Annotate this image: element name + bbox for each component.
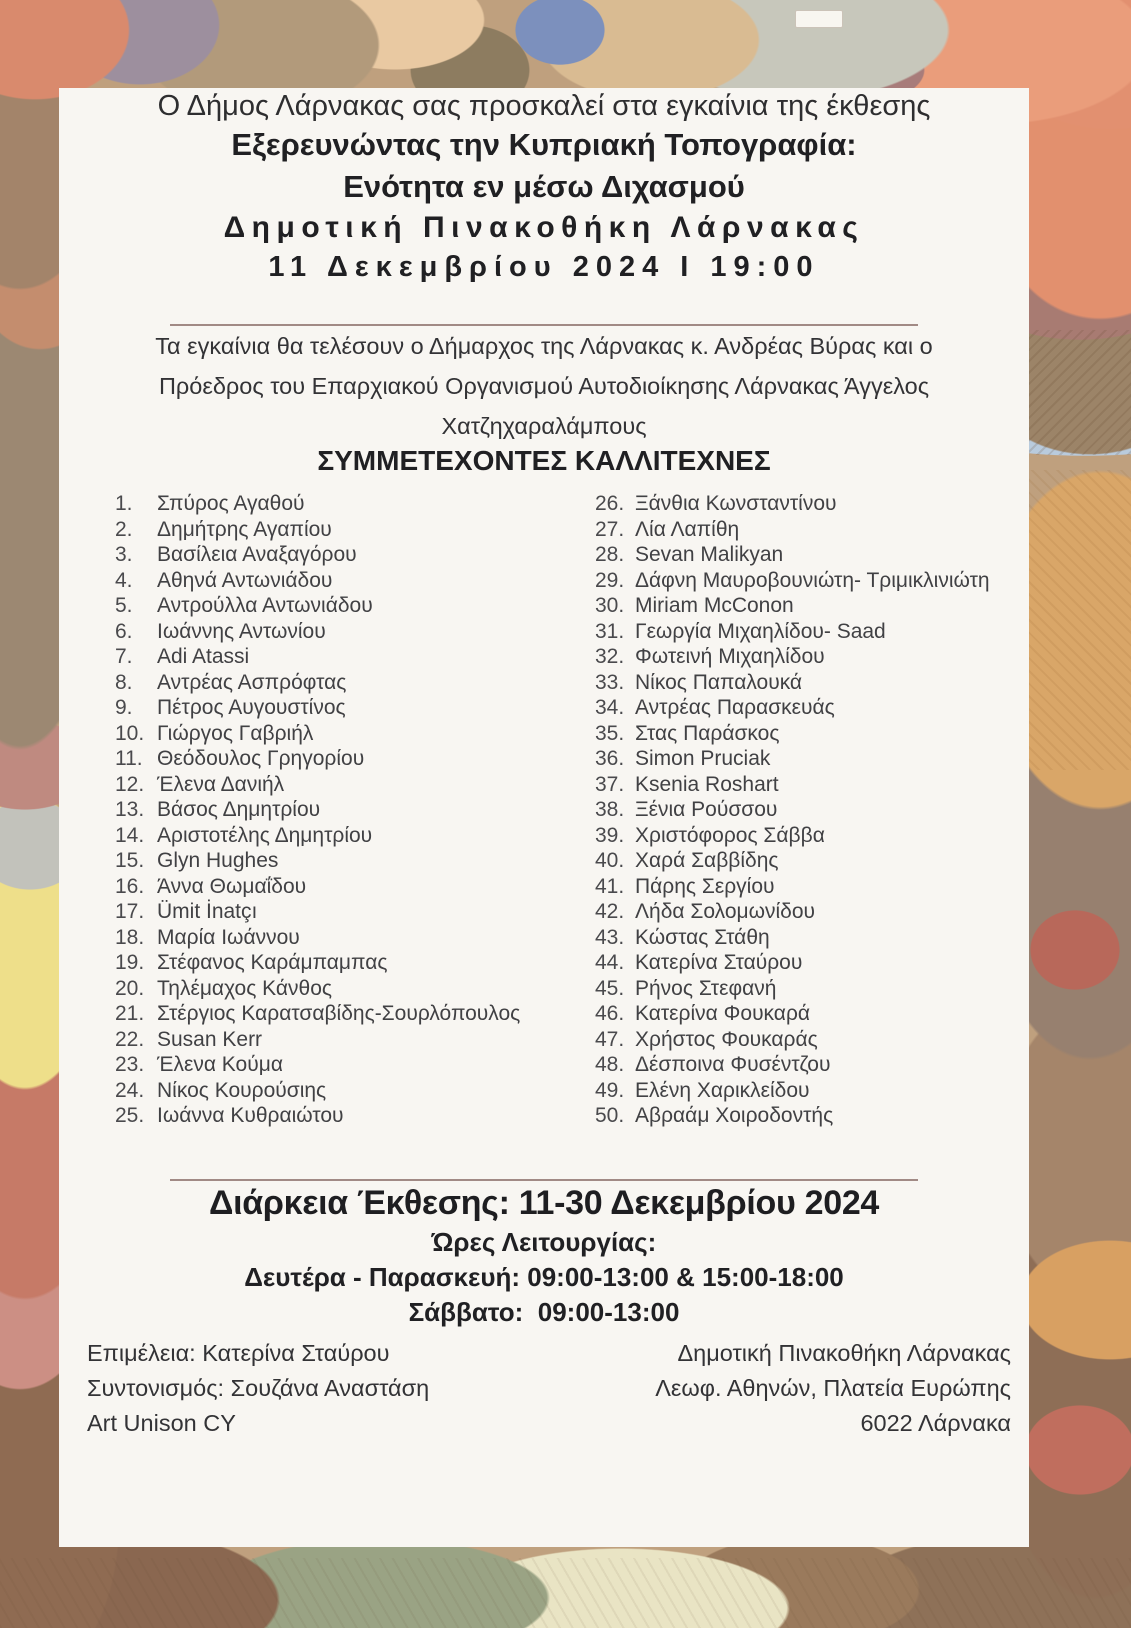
artist-number: 36.	[595, 747, 625, 770]
list-item	[595, 874, 1029, 900]
title-line-2: Ενότητα εν μέσω Διχασμού	[343, 169, 745, 204]
gallery-name-line: Δημοτική Πινακοθήκη Λάρνακας	[677, 1339, 1011, 1366]
map-hatch-pattern	[1025, 330, 1131, 455]
list-item	[115, 542, 595, 568]
artist-name: Χαρά Σαββίδης	[635, 849, 779, 872]
list-item	[115, 1078, 595, 1104]
list-item	[595, 1027, 1029, 1053]
artist-number: 9.	[115, 696, 133, 719]
street-line: Λεωφ. Αθηνών, Πλατεία Ευρώπης	[655, 1374, 1011, 1401]
artist-name: Αντρέας Ασπρόφτας	[157, 670, 347, 694]
list-item	[595, 797, 1029, 823]
artist-number: 2.	[115, 517, 133, 541]
artist-name: Λία Λαπίθη	[635, 517, 740, 541]
list-item	[115, 746, 595, 772]
artist-number: 29.	[595, 568, 625, 592]
list-item	[595, 899, 1029, 925]
list-item	[595, 593, 1029, 619]
list-item	[595, 670, 1029, 696]
artist-number: 11.	[115, 747, 143, 770]
officials-line-1: Τα εγκαίνια θα τελέσουν ο Δήμαρχος της Λάρνακας κ. Ανδρέας Βύρας και ο	[155, 333, 933, 359]
artist-name: Αθηνά Αντωνιάδου	[157, 568, 333, 592]
artist-number: 35.	[595, 721, 625, 745]
artist-name: Λήδα Σολομωνίδου	[635, 900, 816, 923]
list-item	[115, 1027, 595, 1053]
artist-number: 42.	[595, 900, 625, 923]
artist-name: Θεόδουλος Γρηγορίου	[157, 747, 365, 770]
artist-name: Αντρούλλα Αντωνιάδου	[157, 594, 373, 617]
artist-number: 4.	[115, 568, 133, 592]
list-item	[115, 925, 595, 951]
artist-number: 50.	[595, 1104, 625, 1127]
artist-name: Susan Kerr	[157, 1027, 263, 1051]
artist-number: 49.	[595, 1078, 625, 1102]
map-hatch-pattern	[1025, 470, 1131, 770]
list-item	[115, 670, 595, 696]
opening-hours-label: Ώρες Λειτουργίας:	[431, 1226, 657, 1257]
artists-list	[59, 491, 1029, 1129]
artist-number: 20.	[115, 976, 145, 1000]
artist-name: Νίκος Παπαλουκά	[635, 670, 803, 694]
footer-credits	[87, 1336, 429, 1441]
list-item	[595, 695, 1029, 721]
event-datetime: 11 Δεκεμβρίου 2024 Ι 19:00	[268, 251, 820, 283]
map-hatch-pattern	[0, 1558, 1131, 1628]
opening-hours-weekdays: Δευτέρα - Παρασκευή: 09:00-13:00 & 15:00-18:00	[244, 1261, 844, 1292]
artist-number: 48.	[595, 1053, 625, 1076]
artist-name: Γιώργος Γαβριήλ	[157, 721, 314, 745]
footer	[59, 1336, 1029, 1441]
artist-name: Στας Παράσκος	[635, 721, 780, 745]
list-item	[115, 644, 595, 670]
artist-number: 17.	[115, 900, 145, 923]
artist-number: 10.	[115, 721, 145, 745]
list-item	[115, 950, 595, 976]
artist-number: 33.	[595, 670, 625, 694]
venue-name: Δημοτική Πινακοθήκη Λάρνακας	[223, 211, 865, 244]
artist-name: Έλενα Κούμα	[157, 1053, 283, 1076]
list-item	[595, 721, 1029, 747]
artist-name: Κώστας Στάθη	[635, 925, 770, 949]
artist-number: 14.	[115, 823, 145, 847]
artist-name: Simon Pruciak	[635, 747, 771, 770]
artist-number: 8.	[115, 670, 133, 694]
map-label-box	[795, 10, 843, 28]
officials-paragraph	[59, 326, 1029, 446]
artist-number: 5.	[115, 594, 133, 617]
artist-number: 21.	[115, 1002, 145, 1025]
artists-heading: ΣΥΜΜΕΤΕΧΟΝΤΕΣ ΚΑΛΛΙΤΕΧΝΕΣ	[317, 445, 771, 476]
artist-number: 30.	[595, 594, 625, 617]
list-item	[595, 644, 1029, 670]
artist-number: 22.	[115, 1027, 145, 1051]
artist-name: Βάσος Δημητρίου	[157, 798, 321, 821]
list-item	[115, 1001, 595, 1027]
title-line-1: Εξερευνώντας την Κυπριακή Τοπογραφία:	[231, 127, 857, 162]
artist-number: 24.	[115, 1078, 145, 1102]
list-item	[595, 823, 1029, 849]
artist-name: Δέσποινα Φυσέντζου	[635, 1053, 831, 1076]
artist-name: Αριστοτέλης Δημητρίου	[157, 823, 373, 847]
list-item	[595, 517, 1029, 543]
artist-number: 46.	[595, 1002, 625, 1025]
artist-number: 18.	[115, 925, 145, 949]
list-item	[595, 746, 1029, 772]
officials-line-2: Πρόεδρος του Επαρχιακού Οργανισμού Αυτοδιοίκησης Λάρνακας Άγγελος Χατζηχαραλάμπους	[158, 373, 930, 439]
artist-name: Glyn Hughes	[157, 849, 279, 872]
artist-name: Ιωάννης Αντωνίου	[157, 619, 326, 643]
list-item	[115, 491, 595, 517]
artist-number: 40.	[595, 849, 625, 872]
artist-name: Γεωργία Μιχαηλίδου- Saad	[635, 619, 886, 643]
artist-name: Βασίλεια Αναξαγόρου	[157, 543, 357, 566]
artist-number: 28.	[595, 543, 625, 566]
artist-number: 19.	[115, 951, 145, 974]
artist-name: Τηλέμαχος Κάνθος	[157, 976, 333, 1000]
artist-name: Ρήνος Στεφανή	[635, 976, 777, 1000]
artist-name: Στέφανος Καράμπαμπας	[157, 951, 388, 974]
list-item	[595, 619, 1029, 645]
list-item	[115, 848, 595, 874]
list-item	[115, 593, 595, 619]
artist-number: 41.	[595, 874, 625, 898]
list-item	[595, 568, 1029, 594]
list-item	[595, 542, 1029, 568]
artist-number: 34.	[595, 696, 625, 719]
artist-number: 1.	[115, 492, 133, 515]
list-item	[595, 848, 1029, 874]
artist-number: 6.	[115, 619, 133, 643]
list-item	[115, 721, 595, 747]
artist-name: Ελένη Χαρικλείδου	[635, 1078, 810, 1102]
artist-number: 12.	[115, 772, 145, 796]
artist-name: Στέργιος Καρατσαβίδης-Σουρλόπουλος	[157, 1002, 521, 1025]
list-item	[115, 1052, 595, 1078]
artist-name: Έλενα Δανιήλ	[157, 772, 285, 796]
artist-number: 13.	[115, 798, 145, 821]
artist-name: Χριστόφορος Σάββα	[635, 823, 825, 847]
exhibition-duration: Διάρκεια Έκθεσης: 11-30 Δεκεμβρίου 2024	[208, 1183, 880, 1222]
list-item	[115, 517, 595, 543]
artist-number: 7.	[115, 645, 133, 668]
list-item	[115, 976, 595, 1002]
artist-number: 16.	[115, 874, 145, 898]
artist-name: Adi Atassi	[157, 645, 250, 668]
artists-column-left	[115, 491, 595, 1129]
artist-name: Πάρης Σεργίου	[635, 874, 775, 898]
curator-line: Επιμέλεια: Κατερίνα Σταύρου	[87, 1339, 390, 1366]
artist-name: Πέτρος Αυγουστίνος	[157, 696, 346, 719]
list-item	[115, 874, 595, 900]
list-item	[595, 1103, 1029, 1129]
list-item	[595, 976, 1029, 1002]
invite-line: Ο Δήμος Λάρνακας σας προσκαλεί στα εγκαίνια της έκθεσης	[157, 90, 931, 122]
list-item	[595, 1078, 1029, 1104]
footer-address	[655, 1336, 1011, 1441]
list-item	[115, 797, 595, 823]
opening-hours-saturday: Σάββατο: 09:00-13:00	[408, 1296, 680, 1327]
artist-number: 23.	[115, 1053, 145, 1076]
artist-name: Ksenia Roshart	[635, 772, 779, 796]
artist-name: Δάφνη Μαυροβουνιώτη- Τριμικλινιώτη	[635, 568, 990, 592]
artist-name: Ιωάννα Κυθραιώτου	[157, 1104, 344, 1127]
artist-number: 31.	[595, 619, 625, 643]
artist-name: Sevan Malikyan	[635, 543, 784, 566]
list-item	[115, 568, 595, 594]
organizer-line: Art Unison CY	[87, 1409, 236, 1436]
artist-name: Φωτεινή Μιχαηλίδου	[635, 645, 825, 668]
artist-name: Μαρία Ιωάννου	[157, 925, 300, 949]
artist-number: 37.	[595, 772, 625, 796]
artist-number: 38.	[595, 798, 625, 821]
artist-number: 47.	[595, 1027, 625, 1051]
list-item	[595, 1052, 1029, 1078]
artist-name: Κατερίνα Φουκαρά	[635, 1002, 811, 1025]
artist-name: Δημήτρης Αγαπίου	[157, 517, 332, 541]
artist-name: Κατερίνα Σταύρου	[635, 951, 803, 974]
artist-number: 32.	[595, 645, 625, 668]
artist-name: Miriam McConon	[635, 594, 794, 617]
coordinator-line: Συντονισμός: Σουζάνα Αναστάση	[87, 1374, 430, 1401]
artist-number: 39.	[595, 823, 625, 847]
artist-number: 44.	[595, 951, 625, 974]
list-item	[115, 695, 595, 721]
artist-name: Αντρέας Παρασκευάς	[635, 696, 835, 719]
artist-number: 3.	[115, 543, 133, 566]
artist-number: 15.	[115, 849, 145, 872]
artist-name: Χρήστος Φουκαράς	[635, 1027, 818, 1051]
artist-name: Άννα Θωμαΐδου	[157, 874, 307, 898]
artist-name: Νίκος Κουρούσιης	[157, 1078, 327, 1102]
artist-number: 25.	[115, 1104, 145, 1127]
artist-name: Σπύρος Αγαθού	[157, 492, 305, 515]
artist-name: Ξάνθια Κωνσταντίνου	[635, 492, 837, 515]
artist-name: Ξένια Ρούσσου	[635, 798, 778, 821]
list-item	[115, 772, 595, 798]
list-item	[595, 950, 1029, 976]
list-item	[595, 772, 1029, 798]
list-item	[115, 1103, 595, 1129]
list-item	[595, 925, 1029, 951]
artist-name: Ümit İnatçı	[157, 900, 258, 923]
artist-name: Αβραάμ Χοιροδοντής	[635, 1104, 834, 1127]
list-item	[115, 823, 595, 849]
artist-number: 45.	[595, 976, 625, 1000]
postcode-line: 6022 Λάρνακα	[860, 1409, 1011, 1436]
list-item	[115, 899, 595, 925]
list-item	[595, 1001, 1029, 1027]
artist-number: 26.	[595, 492, 625, 515]
exhibition-title	[59, 124, 1029, 208]
poster-card	[59, 88, 1029, 1547]
artists-column-right	[595, 491, 1029, 1129]
list-item	[595, 491, 1029, 517]
artist-number: 43.	[595, 925, 625, 949]
list-item	[115, 619, 595, 645]
artist-number: 27.	[595, 517, 625, 541]
